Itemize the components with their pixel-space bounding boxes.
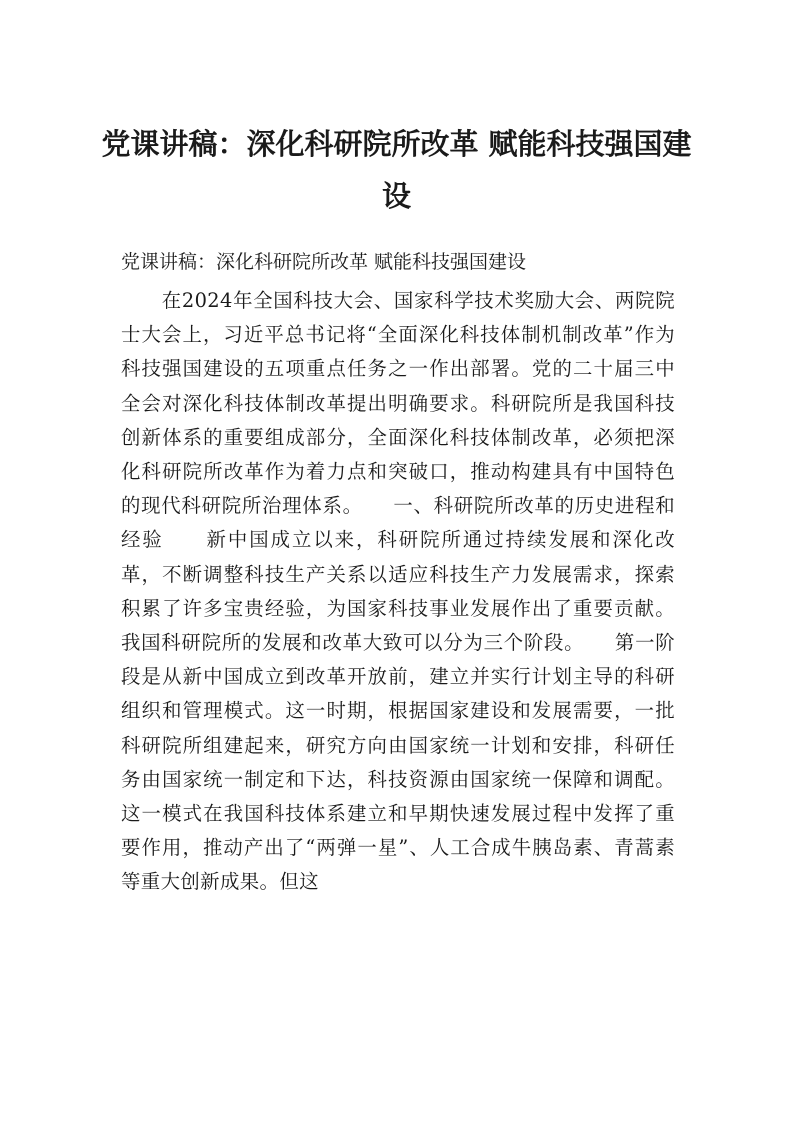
- document-body: 在2024年全国科技大会、国家科学技术奖励大会、两院院士大会上，习近平总书记将“全面深化科技体制机制改革”作为科技强国建设的五项重点任务之一作出部署。党的二十届三中全会对深化科技体制改革提出明确要求。科研院所是我国科技创新体系的重要组成部分，全面深化科技体制改革，必须把深化科研院所改革作为着力点和突破口，推动构建具有中国特色的现代科研院所治理体系。 一、科研院所改革的历史进程和经验 新中国成立以来，科研院所通过持续发展和深化改革，不断调整科技生产关系以适应科技生产力发展需求，探索积累了许多宝贵经验，为国家科技事业发展作出了重要贡献。我国科研院所的发展和改革大致可以分为三个阶段。 第一阶段是从新中国成立到改革开放前，建立并实行计划主导的科研组织和管理模式。这一时期，根据国家建设和发展需要，一批科研院所组建起来，研究方向由国家统一计划和安排，科研任务由国家统一制定和下达，科技资源由国家统一保障和调配。这一模式在我国科技体系建立和早期快速发展过程中发挥了重要作用，推动产出了“两弹一星”、人工合成牛胰岛素、青蒿素等重大创新成果。但这: [121, 289, 675, 894]
- document-subtitle: 党课讲稿：深化科研院所改革 赋能科技强国建设: [121, 251, 527, 273]
- document-title: 党课讲稿：深化科研院所改革 赋能科技强国建设: [101, 127, 692, 213]
